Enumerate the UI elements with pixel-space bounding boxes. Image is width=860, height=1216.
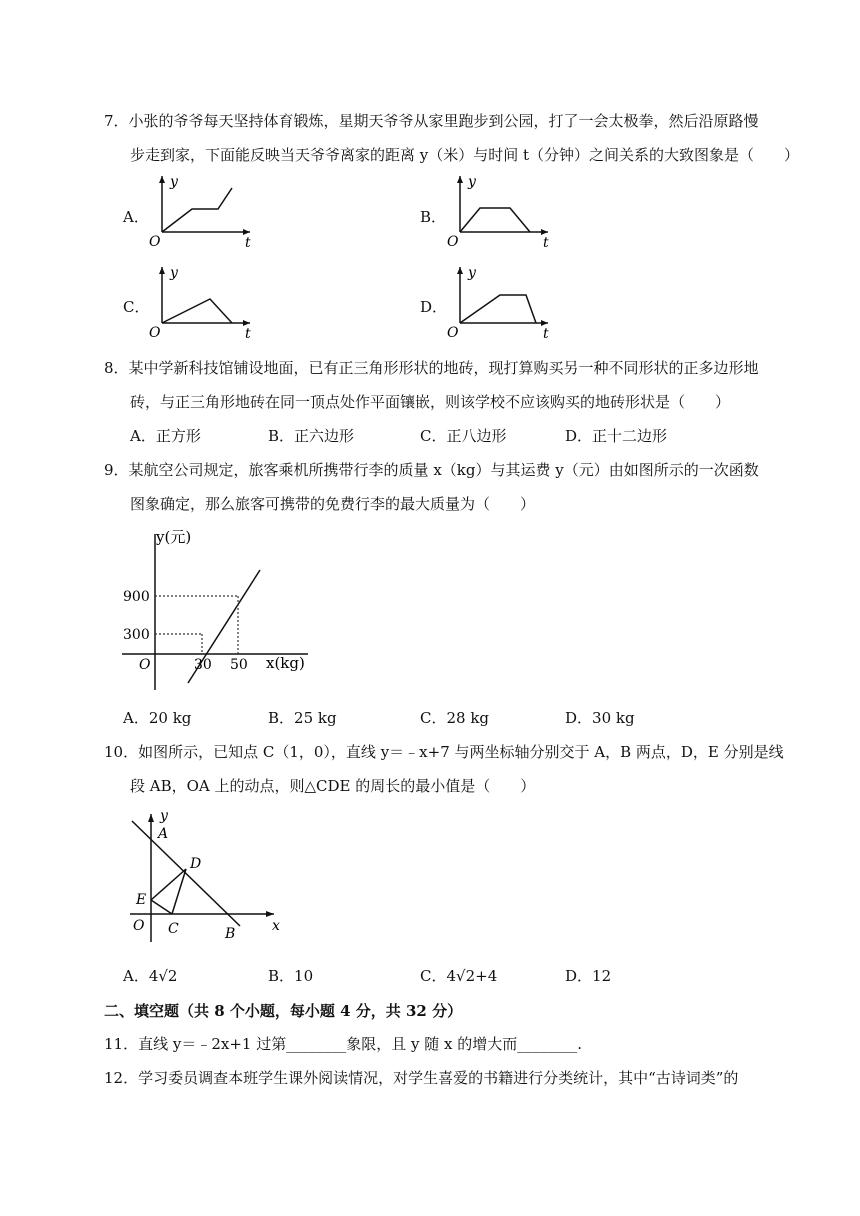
q12-stem-line1: 12．学习委员调查本班学生课外阅读情况，对学生喜爱的书籍进行分类统计，其中“古诗词类”的 bbox=[104, 1069, 739, 1087]
q9-option-c: C．28 kg bbox=[420, 709, 490, 727]
q9-ytick-300: 300 bbox=[123, 627, 150, 643]
q9-xlabel: x(kg) bbox=[266, 654, 305, 672]
q7-a-axis-x: t bbox=[245, 235, 251, 250]
q10-label-a: A bbox=[158, 826, 169, 842]
q7-graph-c bbox=[148, 263, 253, 341]
q7-d-axis-y: y bbox=[468, 265, 476, 281]
q7-b-axis-y: y bbox=[468, 174, 476, 190]
q10-label-e: E bbox=[136, 892, 147, 908]
q9-option-a: A．20 kg bbox=[123, 709, 192, 727]
q7-d-axis-x: t bbox=[543, 326, 549, 341]
q7-a-axis-y: y bbox=[170, 174, 178, 190]
q10-figure bbox=[124, 806, 286, 946]
q7-c-origin: O bbox=[149, 325, 161, 341]
q7-graph-d bbox=[446, 263, 551, 341]
q7-option-d-label: D． bbox=[420, 298, 448, 316]
q9-graph bbox=[118, 524, 314, 692]
q9-stem-line2: 图象确定，那么旅客可携带的免费行李的最大质量为（ ） bbox=[130, 495, 536, 513]
q7-graph-b bbox=[446, 172, 551, 250]
q10-label-o: O bbox=[133, 918, 145, 934]
q10-option-a: A．4√2 bbox=[123, 967, 178, 985]
q9-ytick-900: 900 bbox=[123, 589, 150, 605]
q10-option-b: B．10 bbox=[268, 967, 314, 985]
q9-xtick-50: 50 bbox=[230, 657, 248, 673]
q7-option-a-label: A． bbox=[123, 208, 149, 226]
q9-option-d: D．30 kg bbox=[565, 709, 635, 727]
q10-label-d: D bbox=[190, 856, 202, 872]
q11-stem: 11．直线 y＝﹣2x+1 过第________象限，且 y 随 x 的增大而________. bbox=[104, 1035, 582, 1053]
q9-ylabel: y(元) bbox=[156, 528, 192, 546]
q10-stem-line2: 段 AB，OA 上的动点，则△CDE 的周长的最小值是（ ） bbox=[130, 777, 536, 795]
q10-option-c: C．4√2+4 bbox=[420, 967, 498, 985]
q9-origin: O bbox=[139, 657, 151, 673]
q7-graph-a bbox=[148, 172, 253, 250]
q7-stem-line1: 7．小张的爷爷每天坚持体育锻炼，星期天爷爷从家里跑步到公园，打了一会太极拳，然后沿原路慢 bbox=[104, 112, 759, 130]
q7-stem-line2: 步走到家，下面能反映当天爷爷离家的距离 y（米）与时间 t（分钟）之间关系的大致图象是（ ） bbox=[130, 146, 800, 164]
q10-label-c: C bbox=[168, 921, 179, 937]
q8-option-b: B．正六边形 bbox=[268, 427, 355, 445]
q7-c-axis-y: y bbox=[170, 265, 178, 281]
section-2-heading: 二、填空题（共 8 个小题，每小题 4 分，共 32 分） bbox=[104, 1002, 463, 1020]
q7-option-c-label: C． bbox=[123, 298, 150, 316]
q8-option-c: C．正八边形 bbox=[420, 427, 507, 445]
q8-option-d: D．正十二边形 bbox=[565, 427, 668, 445]
q7-b-axis-x: t bbox=[543, 235, 549, 250]
q9-xtick-30: 30 bbox=[194, 657, 212, 673]
q10-label-b: B bbox=[225, 926, 236, 942]
q7-d-origin: O bbox=[447, 325, 459, 341]
q8-stem-line2: 砖，与正三角形地砖在同一顶点处作平面镶嵌，则该学校不应该购买的地砖形状是（ ） bbox=[130, 393, 731, 411]
q7-c-axis-x: t bbox=[245, 326, 251, 341]
q7-b-origin: O bbox=[447, 234, 459, 250]
q9-stem-line1: 9．某航空公司规定，旅客乘机所携带行李的质量 x（kg）与其运费 y（元）由如图所示的一次函数 bbox=[104, 461, 759, 479]
q10-stem-line1: 10．如图所示，已知点 C（1，0），直线 y＝﹣x+7 与两坐标轴分别交于 A，B 两点，D，E 分别是线 bbox=[104, 743, 784, 761]
q7-a-origin: O bbox=[149, 234, 161, 250]
q8-stem-line1: 8．某中学新科技馆铺设地面，已有正三角形形状的地砖，现打算购买另一种不同形状的正多边形地 bbox=[104, 359, 759, 377]
q8-option-a: A．正方形 bbox=[130, 427, 201, 445]
q10-label-x: x bbox=[272, 918, 280, 934]
q9-option-b: B．25 kg bbox=[268, 709, 337, 727]
q10-option-d: D．12 bbox=[565, 967, 612, 985]
q7-option-b-label: B． bbox=[420, 208, 447, 226]
q10-label-y: y bbox=[160, 808, 168, 824]
